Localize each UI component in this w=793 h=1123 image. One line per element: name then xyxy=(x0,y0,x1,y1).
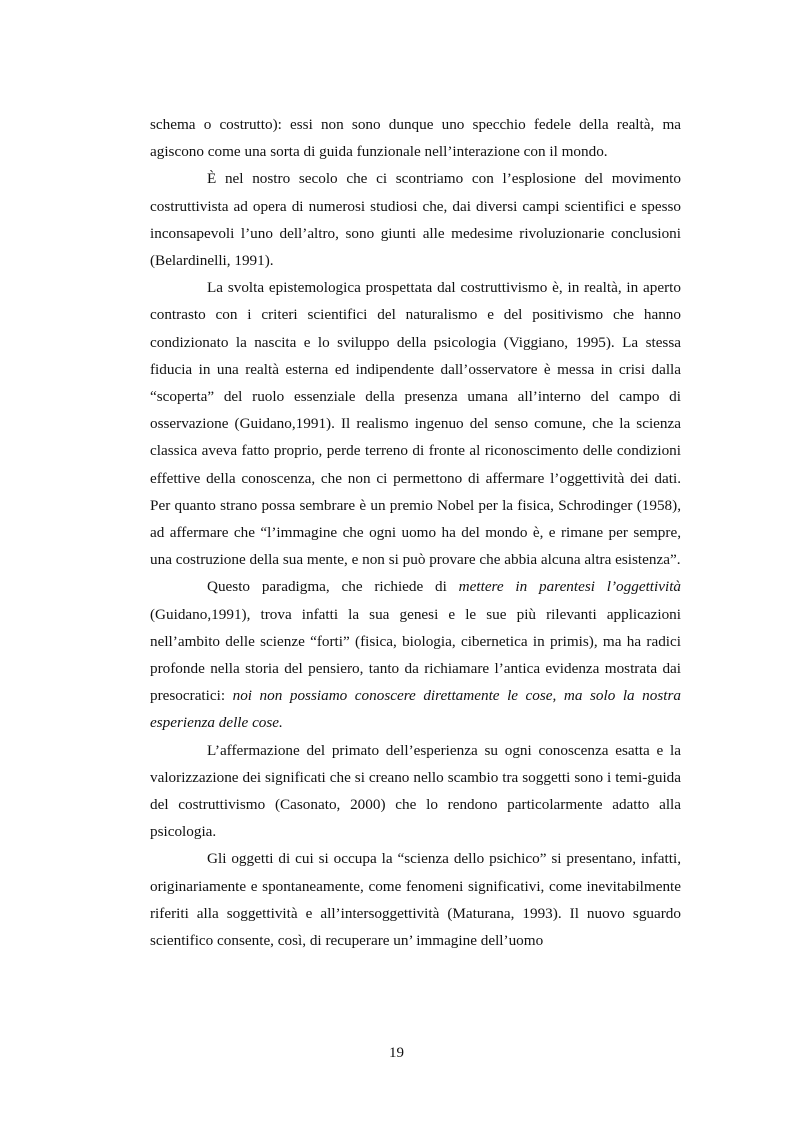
paragraph-primacy-of-experience: L’affermazione del primato dell’esperienza su ogni conoscenza esatta e la valorizzazione dei significati che si creano nello scambio tra soggetti sono i temi-guida del costruttivismo (Casonato, 2000) che lo rendono particolarmente adatto alla psicologia. xyxy=(150,741,681,841)
paragraph-psychic-science: Gli oggetti di cui si occupa la “scienza dello psichico” si presentano, infatti, originariamente e spontaneamente, come fenomeni significativi, come inevitabilmente riferiti alla soggettività e all’intersoggettività (Maturana, 1993). Il nuovo sguardo scientifico consente, così, di recuperare un’ immagine dell’uomo xyxy=(150,850,681,950)
paragraph-epistemological-shift: La svolta epistemologica prospettata dal costruttivismo è, in realtà, in aperto contrasto con i criteri scientifici del naturalismo e del positivismo che hanno condizionato la nascita e lo sviluppo della psicologia (Viggiano, 1995). La stessa fiducia in una realtà esterna ed indipendente dall’osservatore è messa in crisi dalla “scoperta” del ruolo essenziale della presenza umana all’interno del campo di osservazione (Guidano,1991). Il realismo ingenuo del senso comune, che la scienza classica aveva fatto proprio, perde terreno di fronte al riconoscimento delle condizioni effettive della conoscenza, che non ci permettono di affermare l’oggettività dei dati. Per quanto strano possa sembrare è un premio Nobel per la fisica, Schrodinger (1958), ad affermare che “l’immagine che ogni uomo ha del mondo è, e rimane per sempre, una costruzione della sua mente, e non si può provare che abbia alcuna altra esistenza”. xyxy=(150,279,681,569)
paragraph-paradigm xyxy=(150,573,681,736)
page-body xyxy=(150,111,681,954)
paragraph-paradigm-italic2: noi non possiamo conoscere direttamente le cose, ma solo la nostra esperienza delle cose. xyxy=(150,687,682,732)
paragraph-paradigm-italic1: mettere in parentesi l’oggettività xyxy=(458,578,682,596)
page-number: 19 xyxy=(389,1045,404,1061)
paragraph-continuation: schema o costrutto): essi non sono dunque uno specchio fedele della realtà, ma agiscono come una sorta di guida funzionale nell’interazione con il mondo. xyxy=(150,116,681,161)
paragraph-paradigm-part2: (Guidano,1991), trova infatti la sua genesi e le sue più rilevanti applicazioni nell’ambito delle scienze “forti” (fisica, biologia, cibernetica in primis), ma ha radici profonde nella storia del pensiero, tanto da richiamare l’antica evidenza mostrata dai presocratici: xyxy=(150,605,681,705)
paragraph-paradigm-part1: Questo paradigma, che richiede di xyxy=(207,578,447,596)
paragraph-constructivism-movement: È nel nostro secolo che ci scontriamo con l’esplosione del movimento costruttivista ad opera di numerosi studiosi che, dai diversi campi scientifici e spesso inconsapevoli l’uno dell’altro, sono giunti alle medesime rivoluzionarie conclusioni (Belardinelli, 1991). xyxy=(150,170,681,270)
